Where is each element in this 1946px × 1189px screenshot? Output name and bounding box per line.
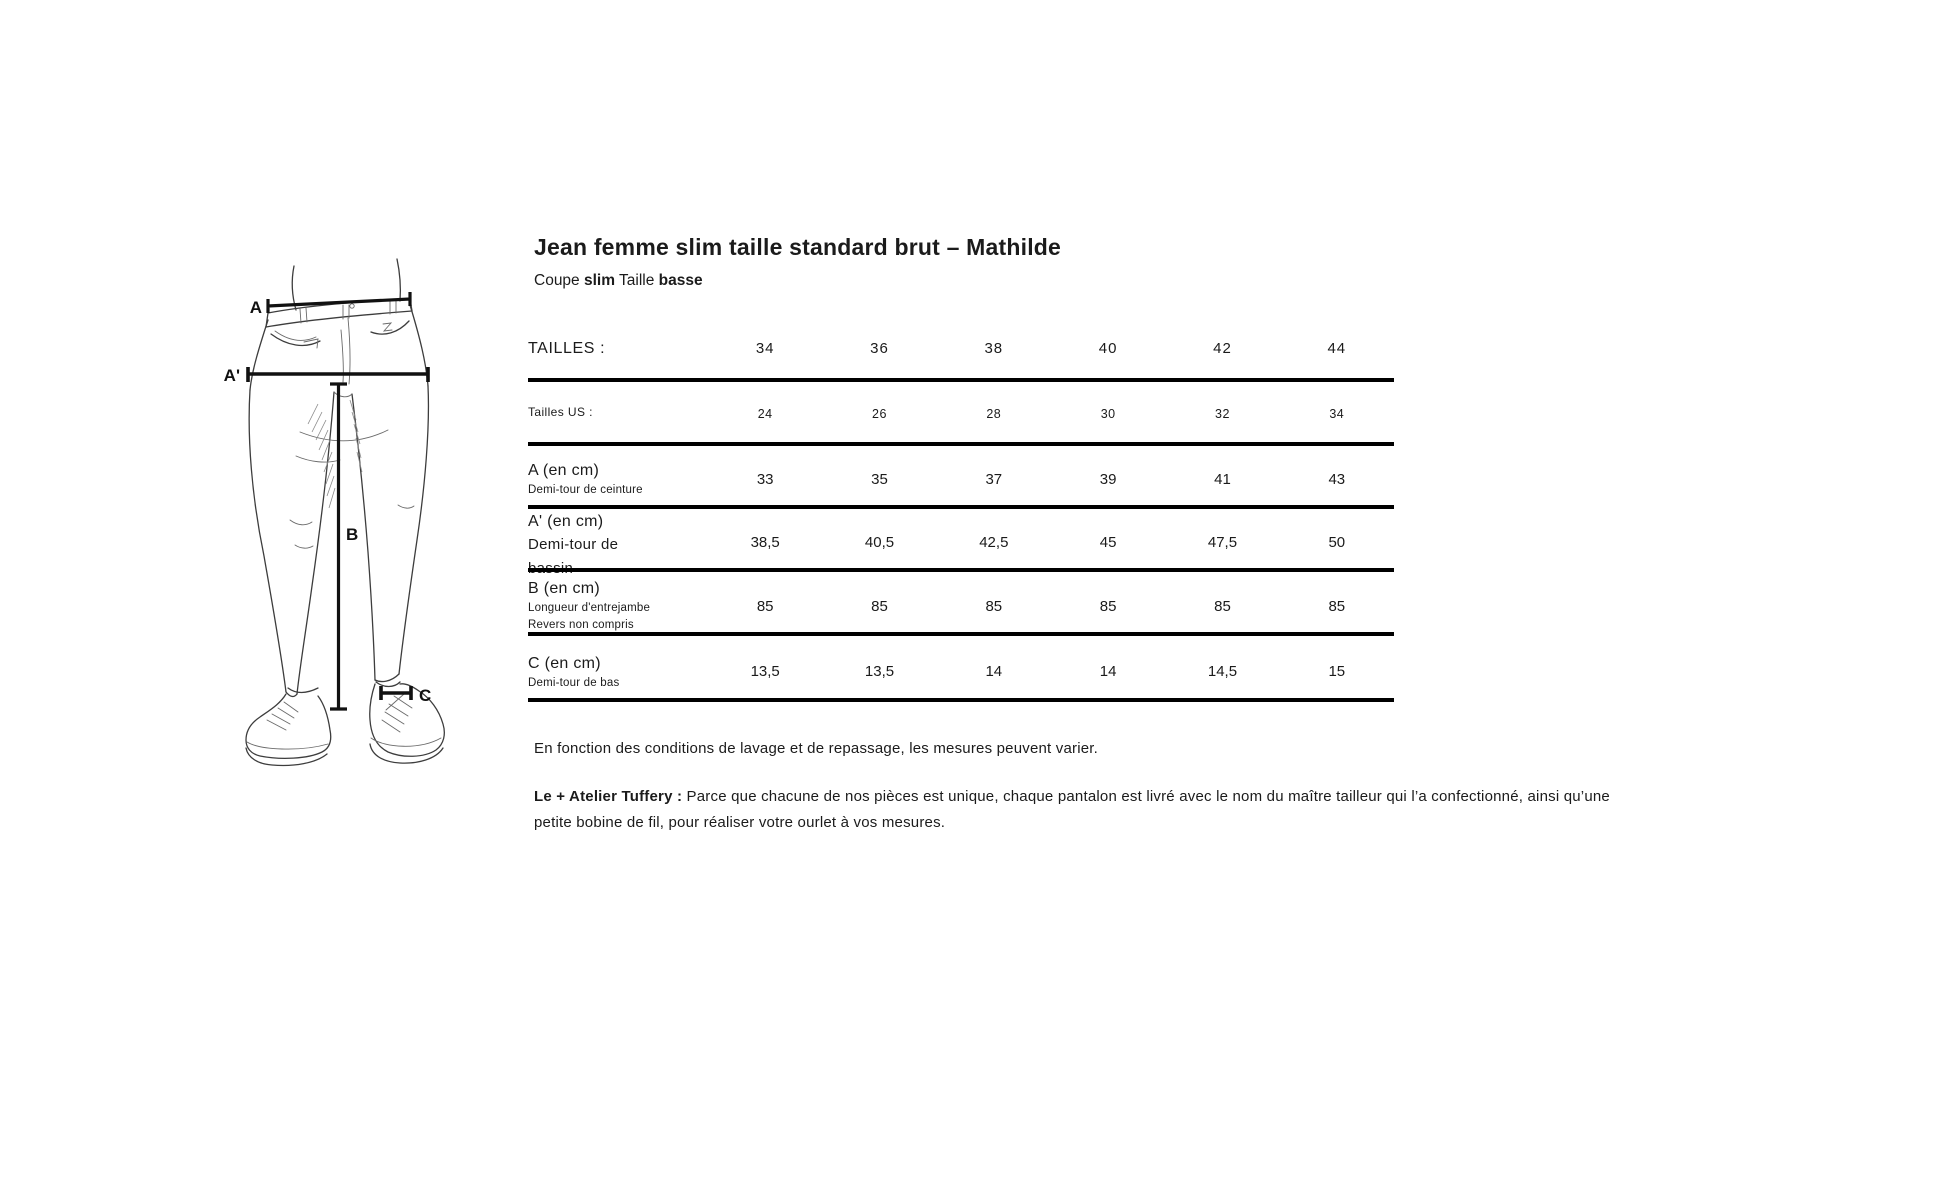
- atelier-note-body: Parce que chacune de nos pièces est unique, chaque pantalon est livré avec le nom du maître tailleur qui l’a confectionné, ainsi qu’une petite bobine de fil, pour réaliser votre ourlet à vos mesures.: [534, 788, 1610, 831]
- row-sublabel: Demi-tour de ceinture: [528, 484, 643, 496]
- table-row-waist: [528, 446, 1394, 505]
- size-value: 42: [1213, 340, 1232, 357]
- size-value: 40: [1098, 340, 1118, 357]
- row-sublabel: Revers non compris: [528, 619, 634, 631]
- table-divider: [528, 698, 1394, 702]
- row-label: B (en cm): [528, 580, 601, 597]
- us-size-value: 28: [986, 407, 1002, 421]
- washing-note: En fonction des conditions de lavage et de repassage, les mesures peuvent varier.: [534, 740, 1099, 757]
- table-divider: [528, 632, 1394, 636]
- row-sublabel: Longueur d'entrejambe: [528, 602, 651, 614]
- sketch-shoe-left-sole: [247, 742, 328, 749]
- sketch-hem-right: [375, 674, 399, 682]
- sketch-hatching: [308, 400, 362, 508]
- row-label: TAILLES :: [528, 340, 606, 357]
- sketch-leg-right-outer: [399, 386, 428, 674]
- sketch-hip-left: [250, 320, 268, 390]
- measure-value: 38,5: [750, 534, 780, 551]
- subtitle-coupe: Coupe: [534, 272, 584, 289]
- measure-value: 14,5: [1207, 662, 1238, 680]
- table-divider: [528, 505, 1394, 509]
- row-label-group: [528, 572, 708, 638]
- page-title: Jean femme slim taille standard brut – Mathilde: [534, 234, 1062, 260]
- measure-value: 85: [985, 597, 1003, 615]
- sketch-shoe-left-laces: [267, 702, 298, 730]
- measure-value: 45: [1099, 534, 1117, 551]
- fit-subtitle: [534, 272, 703, 290]
- measure-value: 43: [1328, 471, 1346, 488]
- row-label: Tailles US :: [528, 405, 593, 419]
- measure-value: 85: [756, 597, 774, 615]
- measure-value: 14: [1099, 662, 1117, 680]
- measure-value: 42,5: [979, 534, 1009, 551]
- measure-value: 15: [1328, 662, 1346, 680]
- measure-label-b: B: [346, 525, 359, 544]
- table-divider: [528, 442, 1394, 446]
- row-label: A (en cm): [528, 462, 600, 479]
- size-value: 44: [1327, 340, 1347, 357]
- jeans-measurement-diagram: [170, 230, 470, 800]
- row-sublabel: Demi-tour de: [528, 536, 619, 553]
- sketch-shoe-right-ankle: [376, 682, 400, 687]
- measure-value: 41: [1214, 471, 1231, 488]
- us-size-value: 26: [872, 407, 887, 421]
- sketch-crotch: [334, 392, 352, 397]
- table-divider: [528, 568, 1394, 572]
- table-row-us-sizes: [528, 382, 1394, 442]
- row-label-group: [528, 636, 708, 715]
- measure-value: 47,5: [1207, 534, 1238, 551]
- us-size-value: 24: [757, 407, 773, 421]
- row-sublabel: Demi-tour de bas: [528, 677, 620, 689]
- table-row-hip: [528, 509, 1394, 568]
- measure-label-c: C: [419, 686, 432, 705]
- atelier-note: [534, 784, 1622, 836]
- row-label: C (en cm): [528, 655, 601, 672]
- sketch-shoe-right-sole: [371, 738, 441, 746]
- sketch-hem-left: [286, 692, 297, 696]
- sketch-pocket-right-mark: [383, 323, 392, 331]
- measure-value: 33: [756, 471, 774, 488]
- sketch-leg-left-outer: [249, 390, 286, 692]
- measure-value: 13,5: [750, 662, 780, 680]
- subtitle-fit-value: slim: [583, 272, 615, 289]
- row-label-group: [528, 509, 708, 570]
- table-row-tailles: [528, 332, 1394, 378]
- measure-value: 37: [985, 471, 1003, 488]
- us-size-value: 32: [1215, 407, 1230, 421]
- measure-label-a: A: [249, 298, 262, 317]
- size-table: [528, 332, 1394, 702]
- jeans-sketch: [246, 259, 444, 766]
- row-label: A' (en cm): [528, 513, 604, 530]
- measure-line-a-prime: [248, 367, 428, 382]
- sketch-shoe-left-sole-bottom: [246, 748, 327, 766]
- sketch-shoe-right-laces: [382, 694, 412, 732]
- measure-value: 14: [985, 662, 1003, 680]
- measure-value: 85: [871, 597, 888, 615]
- measure-label-a-prime: A': [223, 366, 240, 385]
- measure-value: 85: [1328, 597, 1346, 615]
- table-row-leg-opening: [528, 636, 1394, 698]
- measure-value: 85: [1099, 597, 1117, 615]
- table-divider: [528, 378, 1394, 382]
- measure-value: 85: [1214, 597, 1231, 615]
- measure-value: 50: [1328, 534, 1346, 551]
- size-value: 36: [870, 340, 889, 357]
- measure-line-c: [380, 686, 412, 700]
- us-size-value: 34: [1329, 407, 1345, 421]
- measure-value: 13,5: [864, 662, 895, 680]
- measure-value: 40,5: [864, 534, 895, 551]
- size-value: 34: [755, 340, 775, 357]
- subtitle-rise-value: basse: [658, 272, 703, 289]
- sketch-shoe-left-ankle: [288, 688, 318, 693]
- sketch-torso-right: [397, 259, 400, 301]
- sketch-button: [350, 304, 354, 308]
- size-value: 38: [984, 340, 1004, 357]
- subtitle-taille: Taille: [615, 272, 659, 289]
- atelier-note-lead: Le + Atelier Tuffery :: [534, 788, 683, 805]
- table-row-inseam: [528, 572, 1394, 632]
- us-size-value: 30: [1100, 407, 1116, 421]
- measure-line-b: [330, 384, 347, 709]
- measure-value: 35: [871, 471, 888, 488]
- measure-value: 39: [1099, 471, 1117, 488]
